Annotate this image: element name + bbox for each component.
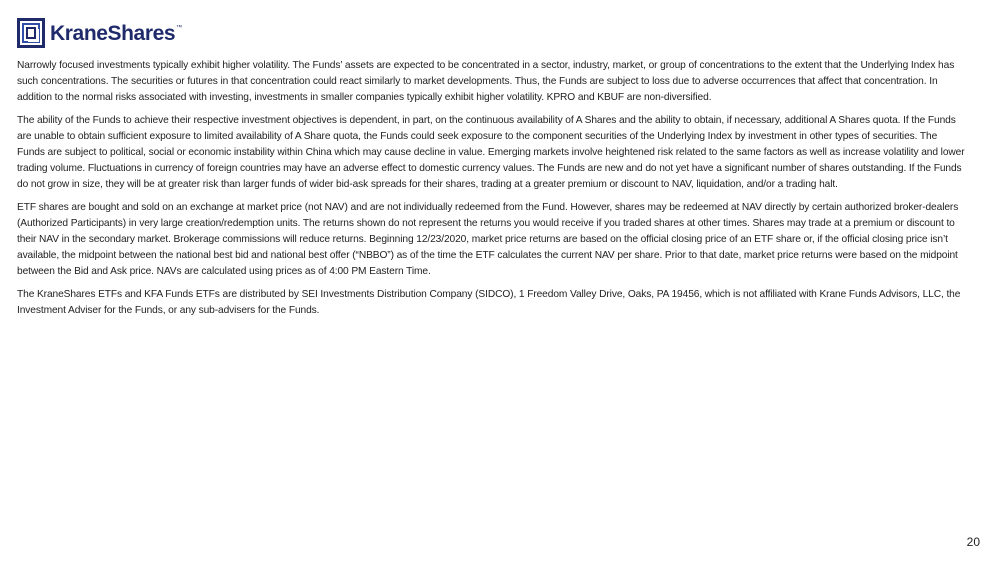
page-number: 20 [966,535,980,549]
logo-name: KraneShares [50,21,176,45]
paragraph-etf-trading: ETF shares are bought and sold on an exchange at market price (not NAV) and are not individually redeemed from the Fund. However, shares may be redeemed at NAV directly by certain authorized broker-dealers (Authorized Participants) in very large creation/redemption units. The returns shown do not represent the returns you would receive if you traded shares at other times. Shares may trade at a premium or discount to their NAV in the secondary market. Brokerage commissions will reduce returns. Beginning 12/23/2020, market price returns are based on the official closing price of an ETF share or, if the official closing price isn’t available, the midpoint between the national best bid and national best offer (“NBBO”) as of the time the ETF calculates the current NAV per share. Prior to that date, market price returns were based on the midpoint between the Bid and Ask price. NAVs are calculated using prices as of 4:00 PM Eastern Time. [17,202,959,277]
logo-wordmark [50,23,182,44]
header [17,17,182,49]
paragraph-a-shares-risk: The ability of the Funds to achieve their respective investment objectives is dependent, in part, on the continuous availability of A Shares and the ability to obtain, if necessary, additional A Shares quota. If the Funds are unable to obtain sufficient exposure to limited availability of A Share quota, the Funds could seek exposure to the component securities of the Underlying Index by investment in other types of securities. The Funds are subject to political, social or economic instability within China which may cause decline in value. Emerging markets involve heightened risk related to the same factors as well as increase volatility and lower trading volume. Fluctuations in currency of foreign countries may have an adverse effect to domestic currency values. The Funds are new and do not yet have a significant number of shares outstanding. If the Funds do not grow in size, they will be at greater risk than larger funds of wider bid-ask spreads for their shares, trading at a greater premium or discount to NAV, liquidation, and/or a trading halt. [17,115,965,190]
kraneshares-logo-icon [17,18,45,48]
trademark-mark: ™ [176,24,182,31]
disclosure-text [17,58,967,326]
paragraph-concentration-risk: Narrowly focused investments typically exhibit higher volatility. The Funds’ assets are expected to be concentrated in a sector, industry, market, or group of concentrations to the extent that the Underlying Index has such concentrations. The securities or futures in that concentration could react similarly to market developments. Thus, the Funds are subject to loss due to adverse occurrences that affect that concentration. In addition to the normal risks associated with investing, investments in smaller companies typically exhibit higher volatility. KPRO and KBUF are non-diversified. [17,60,955,103]
paragraph-distributor: The KraneShares ETFs and KFA Funds ETFs are distributed by SEI Investments Distribution Company (SIDCO), 1 Freedom Valley Drive, Oaks, PA 19456, which is not affiliated with Krane Funds Advisors, LLC, the Investment Adviser for the Funds, or any sub-advisers for the Funds. [17,289,961,316]
